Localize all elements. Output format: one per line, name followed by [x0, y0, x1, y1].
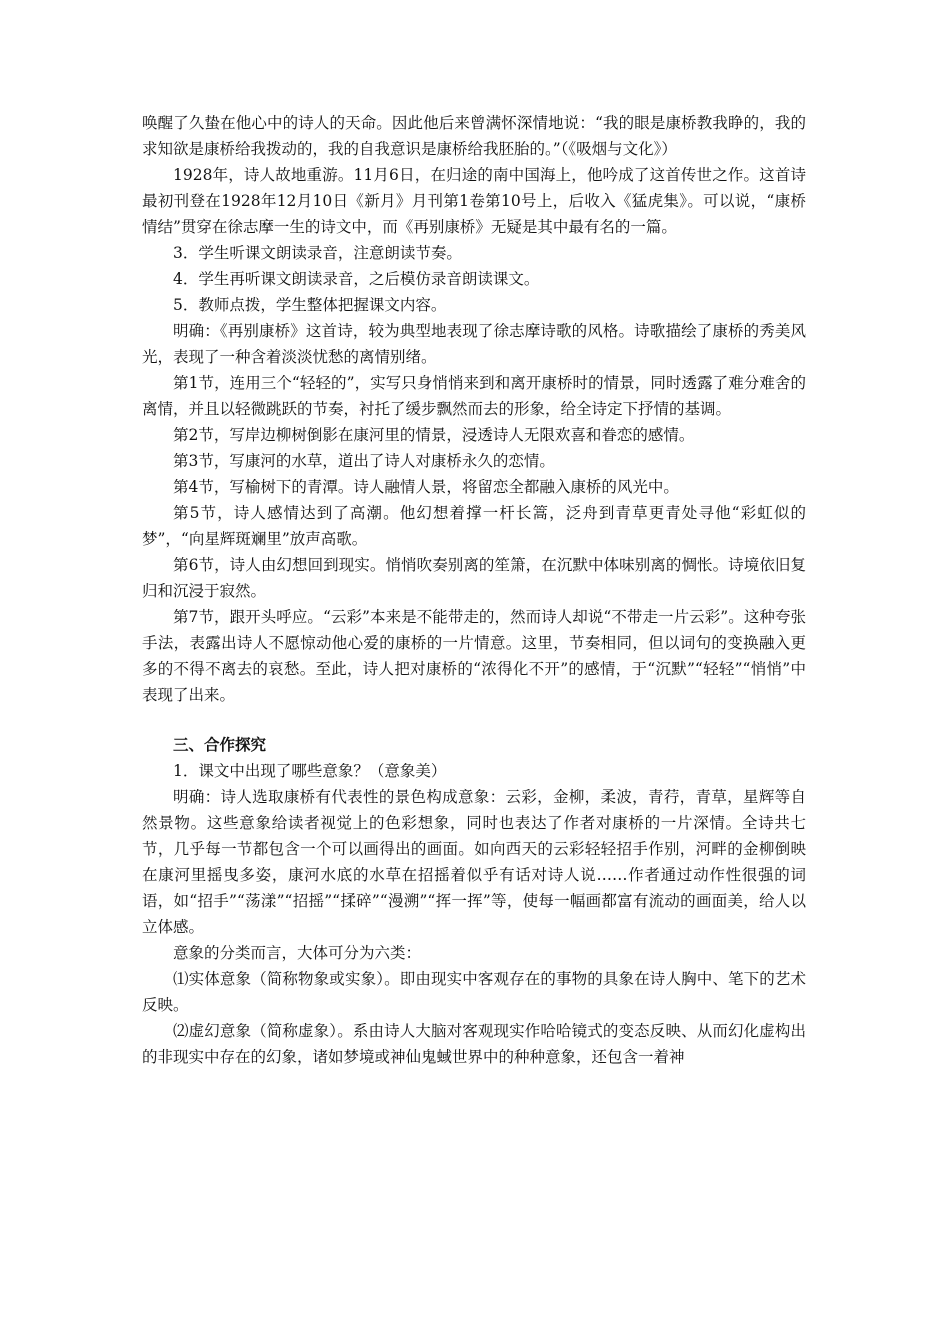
imagery-type-1: ⑴实体意象（简称物象或实象）。即由现实中客观存在的事物的具象在诗人胸中、笔下的艺术反映。 [142, 970, 806, 1014]
document-body [142, 110, 806, 1070]
section-5-analysis: 第5节，诗人感情达到了高潮。他幻想着撑一杆长篙，泛舟到青草更青处寻他“彩虹似的梦”，“向星辉斑斓里”放声高歌。 [142, 504, 806, 548]
spacer [142, 708, 806, 732]
imagery-type-2: ⑵虚幻意象（简称虚象）。系由诗人大脑对客观现实作哈哈镜式的变态反映、从而幻化虚构出的非现实中存在的幻象，诸如梦境或神仙鬼蜮世界中的种种意象，还包含一着神 [142, 1022, 806, 1066]
paragraph-background: 1928年，诗人故地重游。11月6日，在归途的南中国海上，他吟成了这首传世之作。这首诗最初刊登在1928年12月10日《新月》月刊第1卷第10号上，后收入《猛虎集》。可以说，“康桥情结”贯穿在徐志摩一生的诗文中，而《再别康桥》无疑是其中最有名的一篇。 [142, 166, 806, 236]
step-4: 4．学生再听课文朗读录音，之后模仿录音朗读课文。 [173, 270, 540, 288]
step-3: 3．学生听课文朗读录音，注意朗读节奏。 [173, 244, 462, 262]
paragraph-classification: 意象的分类而言，大体可分为六类： [173, 944, 422, 962]
section-2-analysis: 第2节，写岸边柳树倒影在康河里的情景，浸透诗人无限欢喜和眷恋的感情。 [173, 426, 695, 444]
paragraph-continuation: 唤醒了久蛰在他心中的诗人的天命。因此他后来曾满怀深情地说：“我的眼是康桥教我睁的，我的求知欲是康桥给我拨动的，我的自我意识是康桥给我胚胎的。”（《吸烟与文化》） [142, 114, 806, 158]
section-3-analysis: 第3节，写康河的水草，道出了诗人对康桥永久的恋情。 [173, 452, 555, 470]
section-1-analysis: 第1节，连用三个“轻轻的”，实写只身悄悄来到和离开康桥时的情景，同时透露了难分难舍的离情，并且以轻微跳跃的节奏，衬托了缓步飘然而去的形象，给全诗定下抒情的基调。 [142, 374, 806, 418]
paragraph-clarification: 明确：《再别康桥》这首诗，较为典型地表现了徐志摩诗歌的风格。诗歌描绘了康桥的秀美风光，表现了一种含着淡淡忧愁的离情别绪。 [142, 322, 806, 366]
step-5: 5．教师点拨，学生整体把握课文内容。 [173, 296, 447, 314]
section-6-analysis: 第6节，诗人由幻想回到现实。悄悄吹奏别离的笙箫，在沉默中体味别离的惆怅。诗境依旧复归和沉浸于寂然。 [142, 556, 806, 600]
section-7-analysis: 第7节，跟开头呼应。“云彩”本来是不能带走的，然而诗人却说“不带走一片云彩”。这种夸张手法，表露出诗人不愿惊动他心爱的康桥的一片情意。这里，节奏相同，但以词句的变换融入更多的不得不离去的哀愁。至此，诗人把对康桥的“浓得化不开”的感情，于“沉默”“轻轻”“悄悄”中表现了出来。 [142, 608, 806, 704]
question-1: 1．课文中出现了哪些意象？（意象美） [173, 762, 447, 780]
paragraph-imagery: 明确：诗人选取康桥有代表性的景色构成意象：云彩，金柳，柔波，青荇，青草，星辉等自然景物。这些意象给读者视觉上的色彩想象，同时也表达了作者对康桥的一片深情。全诗共七节，几乎每一节都包含一个可以画得出的画面。如向西天的云彩轻轻招手作别，河畔的金柳倒映在康河里摇曳多姿，康河水底的水草在招摇着似乎有话对诗人说……作者通过动作性很强的词语，如“招手”“荡漾”“招摇”“揉碎”“漫溯”“挥一挥”等，使每一幅画都富有流动的画面美，给人以立体感。 [142, 788, 806, 936]
section-heading: 三、合作探究 [173, 736, 267, 754]
section-4-analysis: 第4节，写榆树下的青潭。诗人融情人景，将留恋全都融入康桥的风光中。 [173, 478, 679, 496]
